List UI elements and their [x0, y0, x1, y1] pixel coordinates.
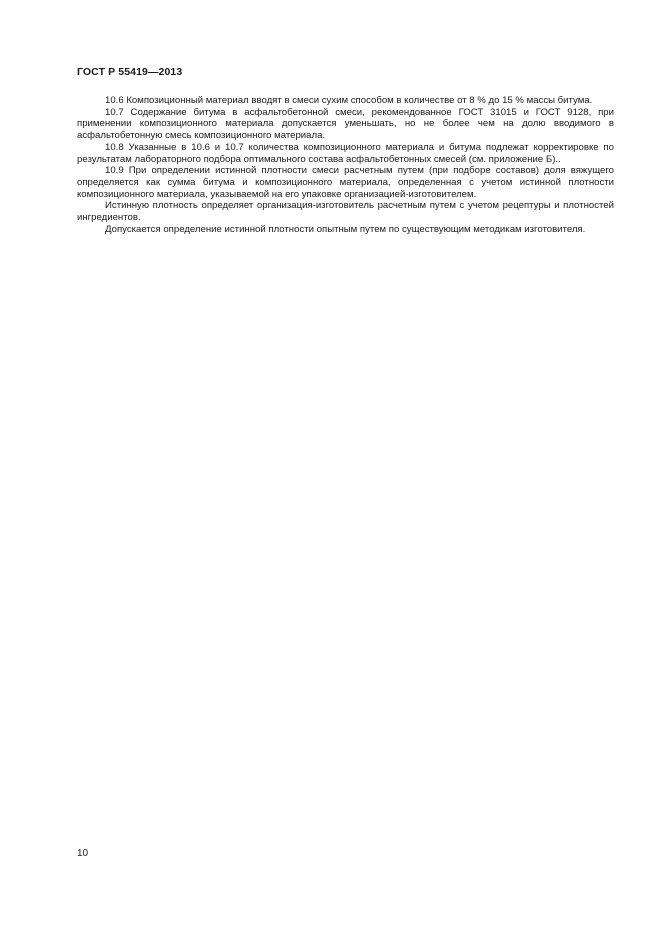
document-body [77, 95, 614, 235]
page-number: 10 [77, 848, 89, 859]
paragraph-10-7: 10.7 Содержание битума в асфальтобетонной смеси, рекомендованное ГОСТ 31015 и ГОСТ 9128, при применении композиционного материала допускается уменьшать, но не более чем на долю вводимого в асфальтобетонную смесь композиционного материала. [77, 106, 614, 142]
paragraph-10-8: 10.8 Указанные в 10.6 и 10.7 количества композиционного материала и битума подлежат корректировке по результатам лабораторного подбора оптимального состава асфальтобетонных смесей (см. приложение Б).. [77, 141, 614, 165]
document-header: ГОСТ Р 55419—2013 [77, 66, 183, 78]
paragraph-10-9: 10.9 При определении истинной плотности смеси расчетным путем (при подборе составов) доля вяжущего определяется как сумма битума и композиционного материала, определенная с учетом истинной плотности композиционного материала, указываемой на его упаковке организацией-изготовителем. [77, 165, 614, 200]
paragraph-10-6: 10.6 Композиционный материал вводят в смеси сухим способом в количестве от 8 % до 15 % массы битума. [105, 95, 593, 106]
paragraph-density-manufacturer: Истинную плотность определяет организация-изготовитель расчетным путем с учетом рецептуры и плотностей ингредиентов. [77, 200, 614, 224]
paragraph-density-experimental: Допускается определение истинной плотности опытным путем по существующим методикам изготовителя. [105, 223, 586, 235]
